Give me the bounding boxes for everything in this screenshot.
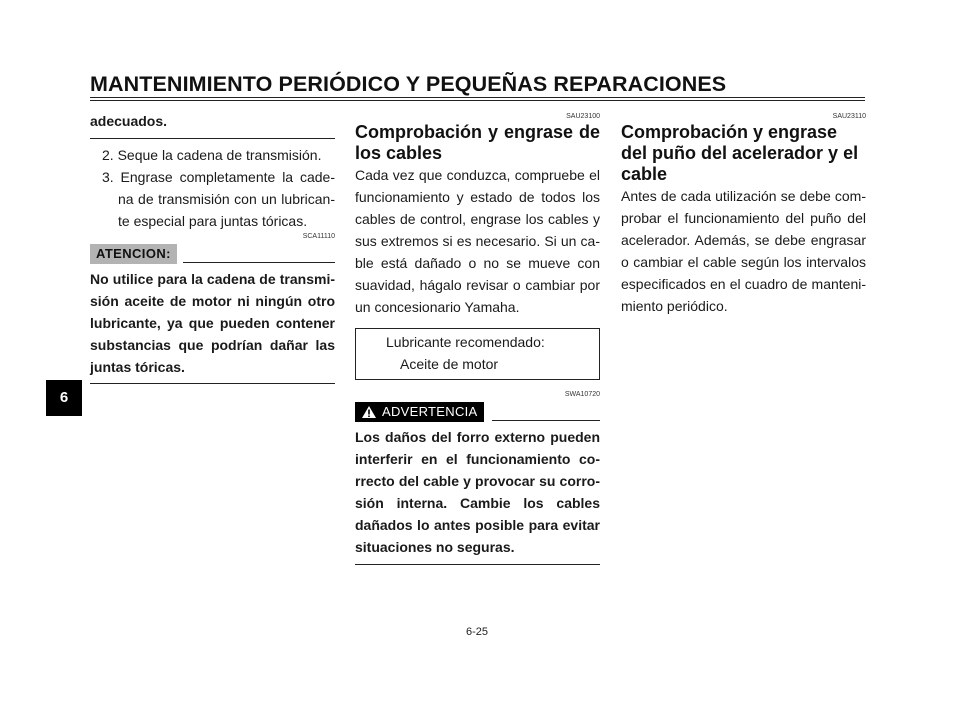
page-number: 6-25	[466, 626, 489, 638]
warning-header	[355, 400, 600, 422]
lubricant-box	[355, 328, 600, 380]
step-3: 3. Engrase completamente la cade-na de transmisión con un lubrican-te especial para juntas tóricas.	[102, 169, 335, 229]
divider	[90, 138, 335, 139]
caution-text: No utilice para la cadena de transmi-sión aceite de motor ni ningún otro lubricante, ya que pueden contener substancias que podrían dañar las juntas tóricas.	[90, 271, 335, 375]
warning-rule	[492, 420, 600, 421]
section-body: Cada vez que conduzca, compruebe el funcionamiento y estado de todos los cables de control, engrase los cables y sus extremos si es necesario. Si un ca-ble está dañado o no se mueve con suavidad, hágalo revisar o cambiar por un concesionario Yamaha.	[355, 167, 600, 315]
caution-end-rule	[90, 383, 335, 384]
warning-triangle-icon	[361, 405, 377, 419]
warning-badge	[355, 402, 484, 422]
column-2	[355, 112, 600, 565]
caution-header	[90, 242, 335, 264]
chapter-tab: 6	[46, 380, 82, 416]
column-3	[621, 112, 866, 317]
header-rule	[90, 97, 865, 98]
section-body: Antes de cada utilización se debe com-probar el funcionamiento del puño del acelerador. Además, se debe engrasar o cambiar el cable según los intervalos especificados en el cuadro de manteni-miento periódico.	[621, 188, 866, 314]
section-heading: Comprobación y engrase del puño del acelerador y el cable	[621, 122, 859, 184]
column-1	[90, 110, 335, 384]
section-code: SAU23100	[566, 113, 600, 120]
caution-label: ATENCION:	[90, 244, 177, 264]
lubricant-value: Aceite de motor	[400, 356, 499, 372]
warning-label: ADVERTENCIA	[382, 404, 478, 419]
caution-rule	[183, 262, 335, 263]
caution-code: SCA11110	[302, 233, 335, 240]
warning-end-rule	[355, 564, 600, 565]
warning-code: SWA10720	[564, 391, 600, 398]
lubricant-label: Lubricante recomendado:	[386, 334, 545, 350]
section-heading: Comprobación y engrase de los cables	[355, 122, 600, 163]
page-title: MANTENIMIENTO PERIÓDICO Y PEQUEÑAS REPARACIONES	[90, 72, 727, 96]
warning-text: Los daños del forro externo pueden interferir en el funcionamiento co-rrecto del cable y provocar su corro-sión interna. Cambie los cables dañados lo antes posible para evitar situaciones no seguras.	[355, 429, 600, 555]
section-code: SAU23110	[832, 113, 866, 120]
header-rule-thin	[90, 100, 865, 101]
intro-text: adecuados.	[90, 113, 168, 129]
step-2: 2. Seque la cadena de transmisión.	[102, 147, 322, 163]
